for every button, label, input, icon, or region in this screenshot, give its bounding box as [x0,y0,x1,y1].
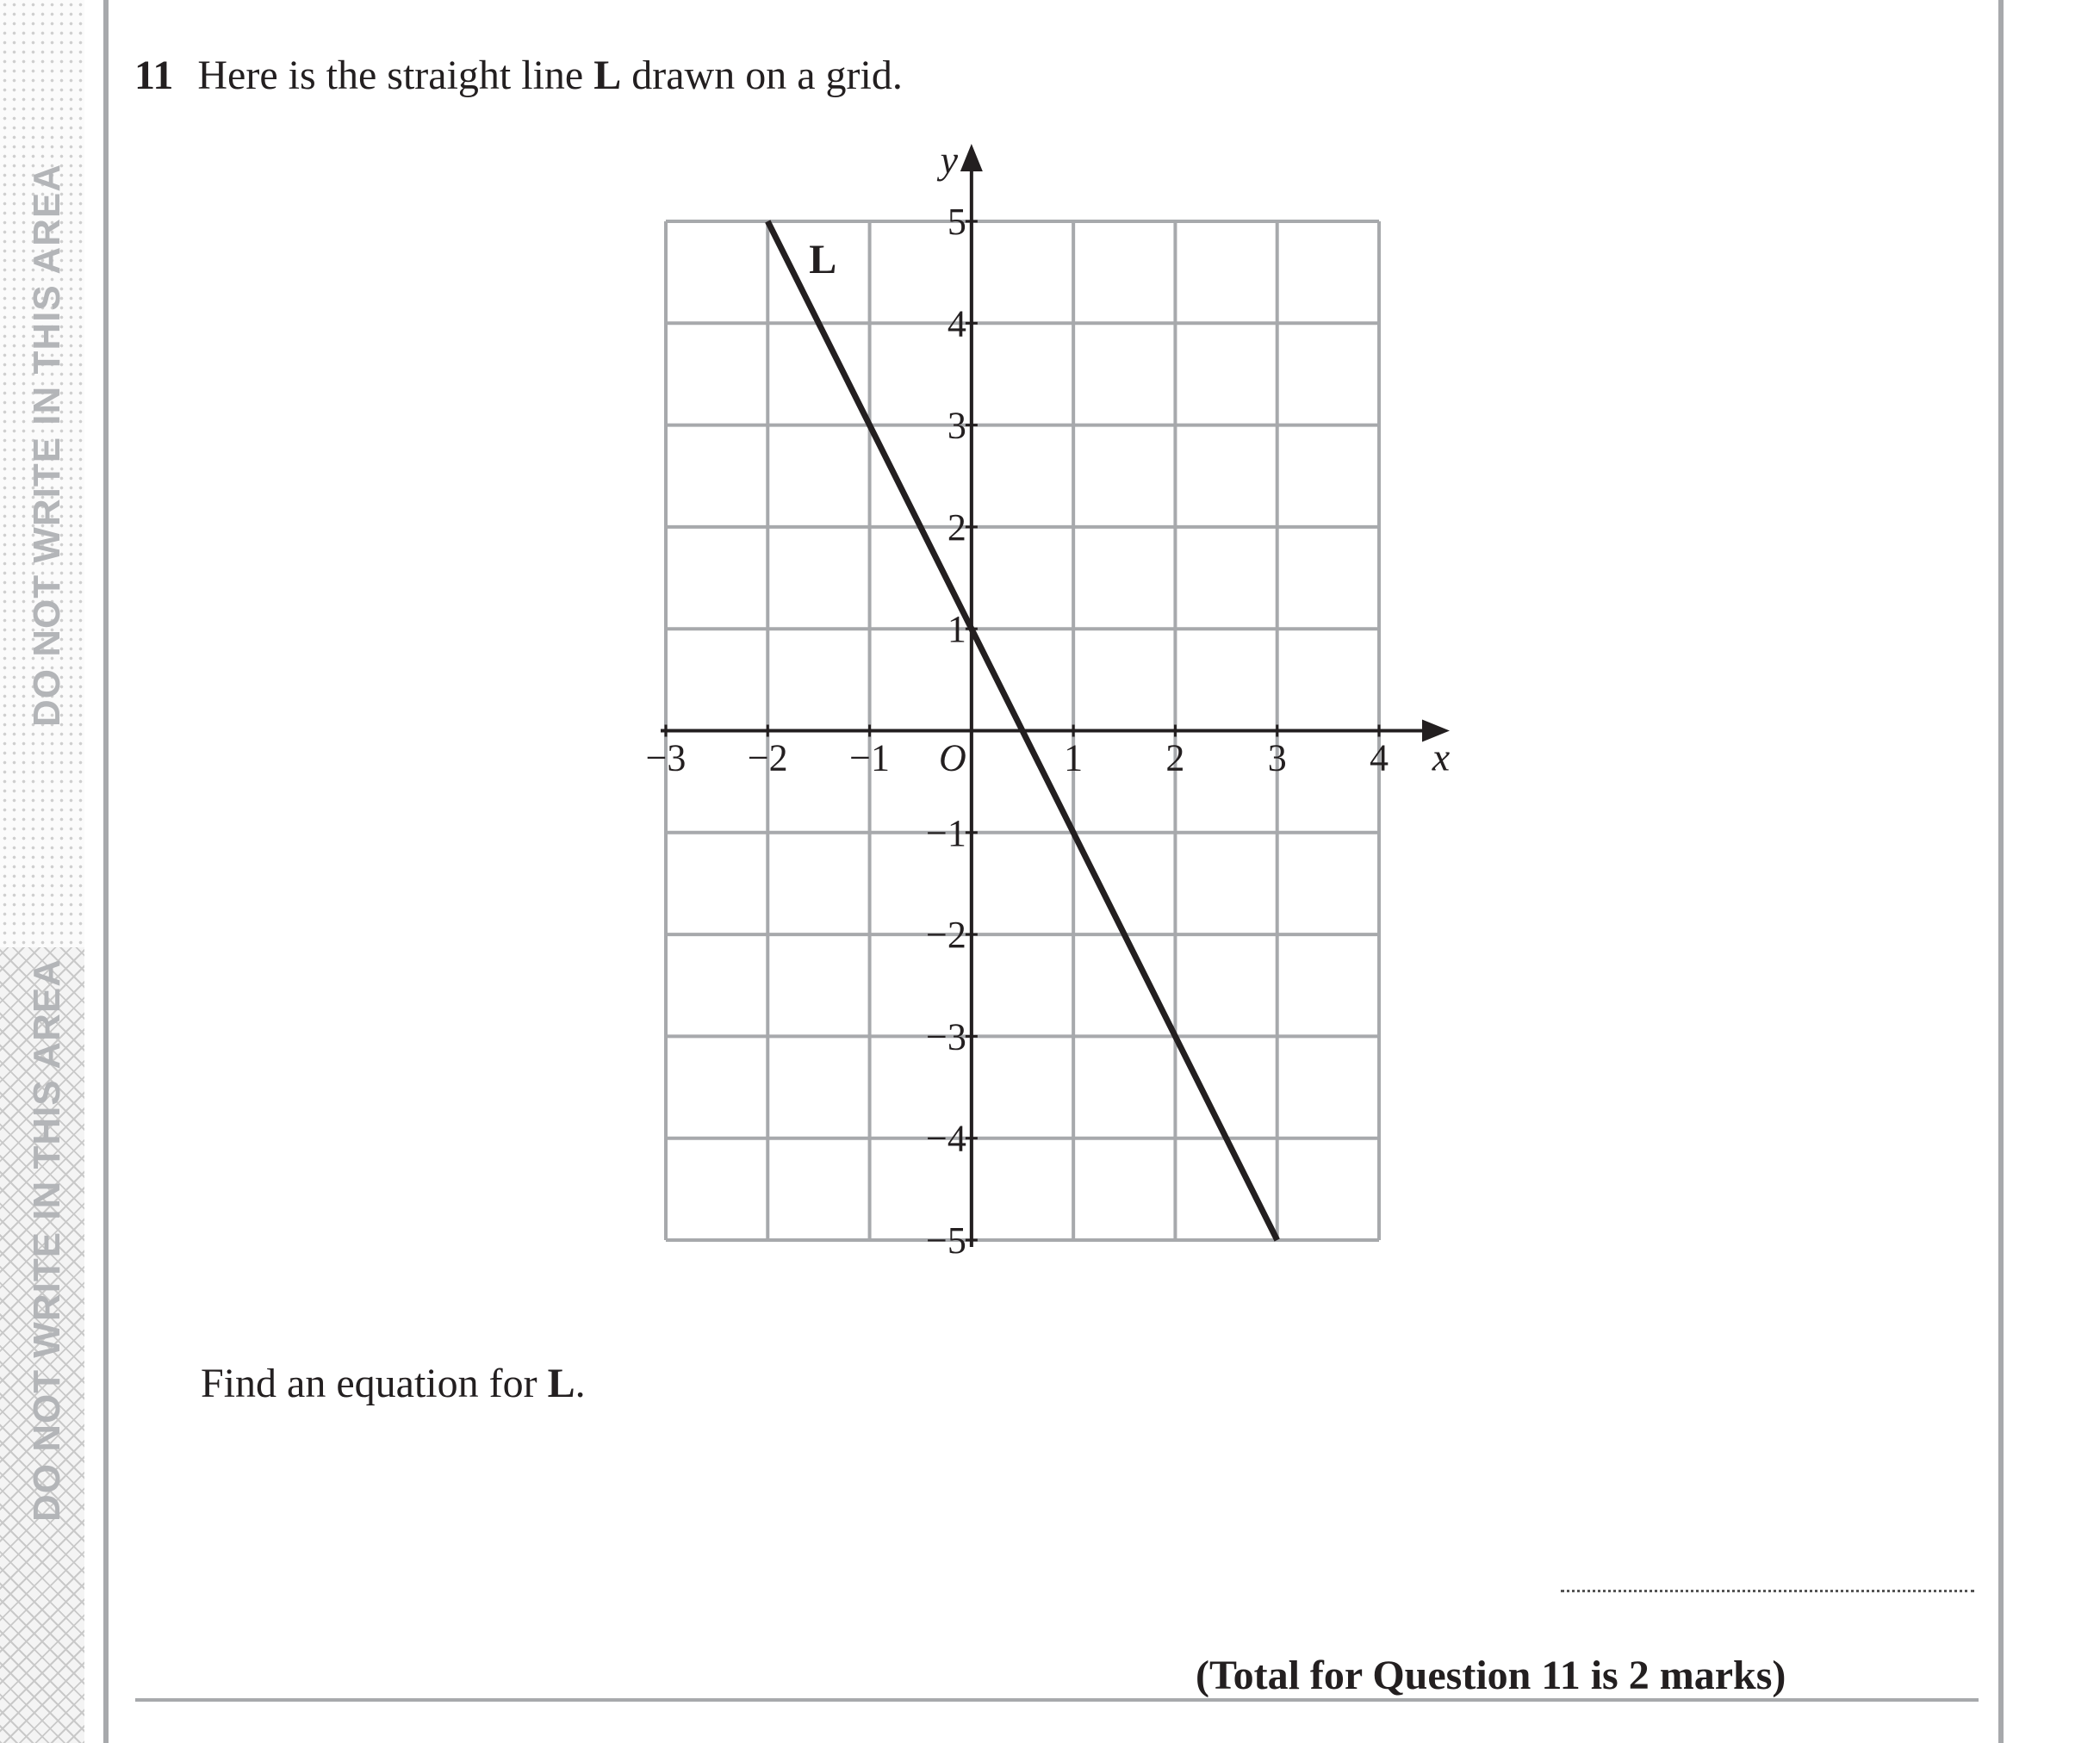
x-tick-label: 3 [1267,736,1287,779]
y-axis-arrowhead [960,144,983,171]
y-tick-label: −4 [926,1117,966,1160]
bottom-rule [135,1698,1979,1702]
x-axis-label: x [1432,735,1451,779]
do-not-write-warning-lower: DO NOT WRITE IN THIS AREA [26,958,68,1523]
axes [661,144,1450,1247]
prompt-text-end: . [575,1361,586,1406]
prompt-text: Find an equation for [201,1361,548,1406]
y-axis-label: y [940,138,959,182]
x-tick-label: −3 [645,736,687,779]
line-label-L: L [809,237,837,282]
x-tick-label: −1 [849,736,890,779]
answer-line[interactable] [1561,1590,1974,1592]
question-prompt [201,1358,586,1410]
x-tick-label: 1 [1064,736,1084,779]
origin-label: O [938,736,966,779]
x-tick-label: −2 [747,736,788,779]
prompt-line-name: L [547,1361,575,1406]
x-tick-label: 2 [1165,736,1185,779]
question-intro-line-name: L [593,53,622,98]
y-tick-label: −2 [926,914,966,957]
x-tick-label: 4 [1370,736,1389,779]
total-marks: (Total for Question 11 is 2 marks) [1196,1653,1786,1698]
y-tick-label: −3 [926,1015,966,1058]
y-tick-label: 5 [947,201,966,243]
y-tick-label: 2 [947,506,966,549]
y-tick-label: −5 [926,1219,966,1262]
question-intro-text: Here is the straight line [197,53,594,98]
question-intro-text-end: drawn on a grid. [621,53,903,98]
y-tick-label: 1 [947,608,966,651]
do-not-write-warning-upper: DO NOT WRITE IN THIS AREA [26,163,68,728]
y-tick-label: 4 [947,302,966,345]
question-number: 11 [134,53,174,98]
y-tick-label: −1 [926,811,966,854]
y-tick-label: 3 [947,404,966,447]
